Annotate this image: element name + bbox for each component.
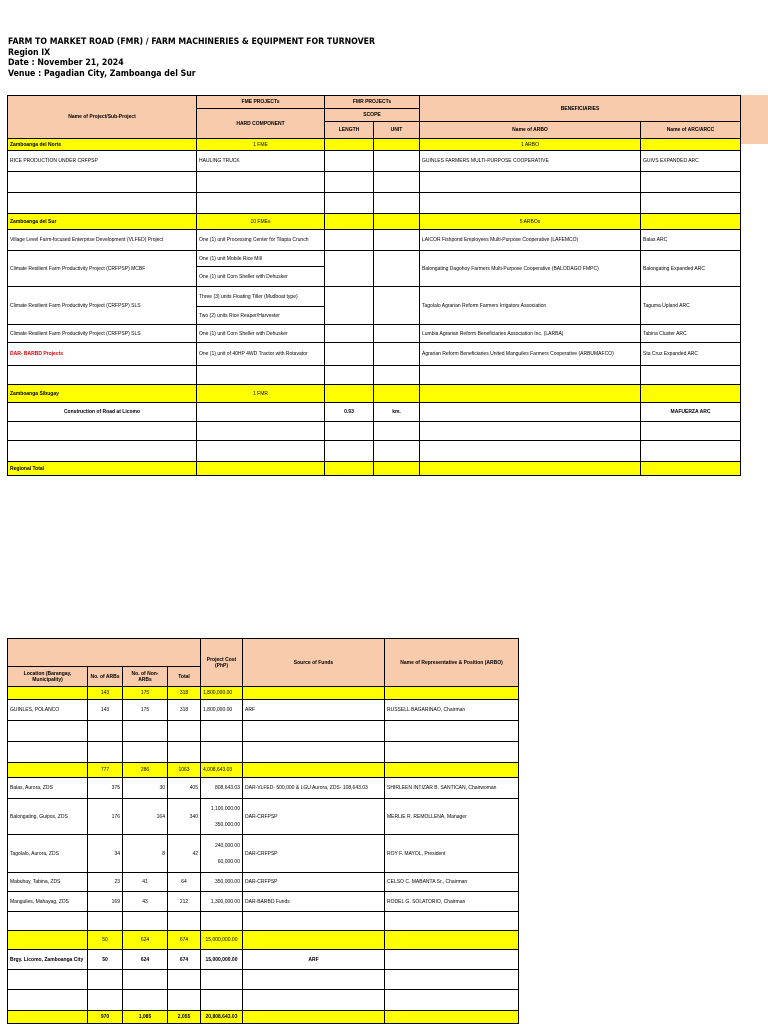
arbo-name: Lumbia Agrarian Reform Beneficiaries Association Inc. (LARBA) xyxy=(420,325,641,343)
province-label: Zamboanga del Norte xyxy=(8,139,197,151)
col-header-location: Location (Barangay, Municipality) xyxy=(8,667,88,687)
project-name: Climate Resilient Farm Productivity Project (CRFPSP) SLS xyxy=(8,287,197,325)
arbs-count: 50 xyxy=(88,950,123,970)
col-header-unit: UNIT xyxy=(374,122,420,139)
hard-component: Three (3) units Floating Tiller (Mudboat type) xyxy=(197,287,325,307)
province-row-zds xyxy=(8,214,741,230)
project-cost-a: 1,100,000.00 xyxy=(210,805,240,812)
hard-component: HAULING TRUCK xyxy=(197,151,325,172)
subtotal-row-zdn xyxy=(8,687,519,700)
fme-count: 1 FME xyxy=(197,139,325,151)
source-of-funds: ARF xyxy=(243,700,385,721)
representative: RUSSELL BAGARINAO, Chairman xyxy=(385,700,519,721)
representative: RODEL G. SOLATORIO, Chairman xyxy=(385,892,519,912)
location: Balongating, Guipos, ZDS xyxy=(8,799,88,835)
location: Brgy. Licomo, Zamboanga City xyxy=(8,950,88,970)
representative: CELSO C. MABANTA Sr., Chairman xyxy=(385,873,519,892)
hard-component: One (1) unit Mobile Rice Mill xyxy=(197,251,325,267)
total-count: 674 xyxy=(168,950,201,970)
arc-name: Sta Cruz Expanded ARC xyxy=(641,343,741,366)
source-of-funds: DAR-CRFPSP xyxy=(243,873,385,892)
source-of-funds: DAR-BARBD Funds xyxy=(243,892,385,912)
project-name: Climate Resilient Farm Productivity Project (CRFPSP) SLS xyxy=(8,325,197,343)
project-cost: 15,000,000.00 xyxy=(201,950,243,970)
project-cost: 1,300,000.00 xyxy=(201,892,243,912)
non-arbs-count: 175 xyxy=(123,687,168,700)
project-cost: 4,008,643.03 xyxy=(201,763,243,778)
total-count: 340 xyxy=(168,799,201,835)
table-row xyxy=(8,343,741,366)
unit-value: km. xyxy=(374,403,420,422)
table-row xyxy=(8,230,741,251)
arbs-count: 23 xyxy=(88,873,123,892)
col-header-arbs: No. of ARBs xyxy=(88,667,123,687)
table-row xyxy=(8,251,741,267)
arc-name: Balas ARC xyxy=(641,230,741,251)
total-count: 1063 xyxy=(168,763,201,778)
arbs-count: 375 xyxy=(88,778,123,799)
source-of-funds: DAR-CRFPSP xyxy=(243,799,385,835)
total-count: 318 xyxy=(168,687,201,700)
source-of-funds: DAR-CRFPSP xyxy=(243,835,385,873)
regional-total-row xyxy=(8,1011,519,1024)
table-row xyxy=(8,873,519,892)
col-header-length: LENGTH xyxy=(325,122,374,139)
hard-component: One (1) unit Processing Center for Tilapia Crunch xyxy=(197,230,325,251)
hard-component: One (1) unit Corn Sheller with Dehusker xyxy=(197,325,325,343)
arbo-name: Agrarian Reform Beneficiaries United Manguiles Farmers Cooperative (ARBUMAFCO) xyxy=(420,343,641,366)
col-header-project: Name of Project/Sub-Project xyxy=(8,96,197,139)
col-header-rep: Name of Representative & Position (ARBO) xyxy=(385,639,519,687)
project-cost: 1,800,000.00 xyxy=(201,700,243,721)
province-label: Zamboanga Sibugay xyxy=(8,385,197,403)
arbs-count: 34 xyxy=(88,835,123,873)
project-cost: 808,643.03 xyxy=(201,778,243,799)
non-arbs-count: 175 xyxy=(123,700,168,721)
col-header-non-arbs: No. of Non-ARBs xyxy=(123,667,168,687)
col-header-fme: FME PROJECTs xyxy=(197,96,325,109)
projects-table xyxy=(7,95,741,476)
arc-name: Balongating Expanded ARC xyxy=(641,251,741,287)
province-row-zsib xyxy=(8,385,741,403)
project-name: RICE PRODUCTION UNDER CRFPSP xyxy=(8,151,197,172)
beneficiaries-cost-table xyxy=(7,638,519,1024)
total-count: 405 xyxy=(168,778,201,799)
regional-total-label: Regional Total xyxy=(8,462,197,476)
project-name: DAR- BARBD Projects xyxy=(8,343,197,366)
location: GUINLES, POLANCO xyxy=(8,700,88,721)
date-label: Date : November 21, 2024 xyxy=(8,58,124,68)
arbs-count: 176 xyxy=(88,799,123,835)
table-row xyxy=(8,950,519,970)
non-arbs-count: 43 xyxy=(123,892,168,912)
total-count: 674 xyxy=(168,931,201,950)
region-label: Region IX xyxy=(8,47,51,58)
non-arbs-count: 41 xyxy=(123,873,168,892)
col-header-beneficiaries: BENEFICIARIES xyxy=(420,96,741,122)
non-arbs-count: 624 xyxy=(123,950,168,970)
project-name: Village Level Farm-focused Enterprise Development (VLFED) Project xyxy=(8,230,197,251)
arbo-count: 5 ARBOs xyxy=(420,214,641,230)
non-arbs-count: 624 xyxy=(123,931,168,950)
col-header-arc: Name of ARC/ARCC xyxy=(641,122,741,139)
arbs-count: 970 xyxy=(88,1011,123,1024)
col-header-cost: Project Cost (PhP) xyxy=(201,639,243,687)
total-count: 64 xyxy=(168,873,201,892)
col-header-hard-component: HARD COMPONENT xyxy=(197,109,325,139)
col-header-arbo: Name of ARBO xyxy=(420,122,641,139)
hard-component: One (1) unit Corn Sheller with Dehusker xyxy=(197,267,325,287)
fme-count: 10 FMEs xyxy=(197,214,325,230)
subtotal-row-zsib xyxy=(8,931,519,950)
project-cost: 15,000,000.00 xyxy=(201,931,243,950)
col-header-total: Total xyxy=(168,667,201,687)
project-cost: 350,000.00 xyxy=(201,873,243,892)
total-count: 2,055 xyxy=(168,1011,201,1024)
non-arbs-count: 164 xyxy=(123,799,168,835)
arc-name: Taguma Upland ARC xyxy=(641,287,741,325)
hard-component: One (1) unit of 40HP 4WD Tractor with Rotavator xyxy=(197,343,325,366)
non-arbs-count: 1,085 xyxy=(123,1011,168,1024)
table-row xyxy=(8,151,741,172)
arc-name: MAFUERZA ARC xyxy=(641,403,741,422)
length-value: 0.93 xyxy=(325,403,374,422)
project-cost-a: 240,000.00 xyxy=(214,842,240,849)
location: Manguiles, Mahayag, ZDS xyxy=(8,892,88,912)
total-count: 42 xyxy=(168,835,201,873)
venue-label: Venue : Pagadian City, Zamboanga del Sur xyxy=(8,68,196,79)
project-cost xyxy=(201,799,243,835)
representative: SHIRLEEN INTIZAR B. SANTICAN, Chairwoman xyxy=(385,778,519,799)
col-header-scope: SCOPE xyxy=(325,109,420,122)
project-name: Climate Resilient Farm Productivity Project (CRFPSP) MCBF xyxy=(8,251,197,287)
arbo-name: LAICOR Fishpond Employees Multi-Purpose Cooperative (LAFEMCO) xyxy=(420,230,641,251)
arbs-count: 169 xyxy=(88,892,123,912)
project-cost-b: 60,000.00 xyxy=(217,858,240,865)
representative: ROY F. MAYOL, President xyxy=(385,835,519,873)
hard-component: Two (2) units Rice Reaper/Harvester xyxy=(197,307,325,325)
table-row xyxy=(8,799,519,835)
project-name: Construction of Road at Licomo xyxy=(8,403,197,422)
table-row xyxy=(8,700,519,721)
location: Tagolalo, Aurora, ZDS xyxy=(8,835,88,873)
location: Mabuhay, Tabina, ZDS xyxy=(8,873,88,892)
table-row xyxy=(8,892,519,912)
document-header xyxy=(8,37,375,79)
representative: MERLIE R. REMOLLENA, Manager xyxy=(385,799,519,835)
arbo-name: Tagolalo Agrarian Reform Farmers Irrigators Association xyxy=(420,287,641,325)
total-count: 318 xyxy=(168,700,201,721)
col-header-fmr: FMR PROJECTs xyxy=(325,96,420,109)
province-row-zdn xyxy=(8,139,741,151)
province-label: Zamboanga del Sur xyxy=(8,214,197,230)
arc-name: Tabina Cluster ARC xyxy=(641,325,741,343)
regional-total-row xyxy=(8,462,741,476)
fmr-count: 1 FMR xyxy=(197,385,325,403)
arbs-count: 143 xyxy=(88,700,123,721)
header-fill-extension xyxy=(740,95,768,144)
arbs-count: 143 xyxy=(88,687,123,700)
arbo-count: 1 ARBO xyxy=(420,139,641,151)
project-cost: 1,800,000.00 xyxy=(201,687,243,700)
total-count: 212 xyxy=(168,892,201,912)
arbs-count: 50 xyxy=(88,931,123,950)
subtotal-row-zds xyxy=(8,763,519,778)
arc-name: GUIVS EXPANDED ARC xyxy=(641,151,741,172)
project-cost: 20,808,643.03 xyxy=(201,1011,243,1024)
non-arbs-count: 30 xyxy=(123,778,168,799)
table-row xyxy=(8,835,519,873)
arbo-name: GUINLES FARMERS MULTI-PURPOSE COOPERATIVE xyxy=(420,151,641,172)
non-arbs-count: 286 xyxy=(123,763,168,778)
location: Balas, Aurora, ZDS xyxy=(8,778,88,799)
document-title: FARM TO MARKET ROAD (FMR) / FARM MACHINERIES & EQUIPMENT FOR TURNOVER xyxy=(8,37,376,47)
source-of-funds: DAR-VLFED- 500,000 & LGU Aurora, ZDS- 108,643.03 xyxy=(243,778,385,799)
source-of-funds: ARF xyxy=(243,950,385,970)
project-cost xyxy=(201,835,243,873)
table-row xyxy=(8,403,741,422)
table-row xyxy=(8,325,741,343)
non-arbs-count: 8 xyxy=(123,835,168,873)
table-row xyxy=(8,778,519,799)
project-cost-b: 350,000.00 xyxy=(214,821,240,828)
table-row xyxy=(8,287,741,307)
col-header-source: Source of Funds xyxy=(243,639,385,687)
arbs-count: 777 xyxy=(88,763,123,778)
arbo-name: Balongating Dagohoy Farmers Multi-Purpose Cooperative (BALODAGO FMPC) xyxy=(420,251,641,287)
